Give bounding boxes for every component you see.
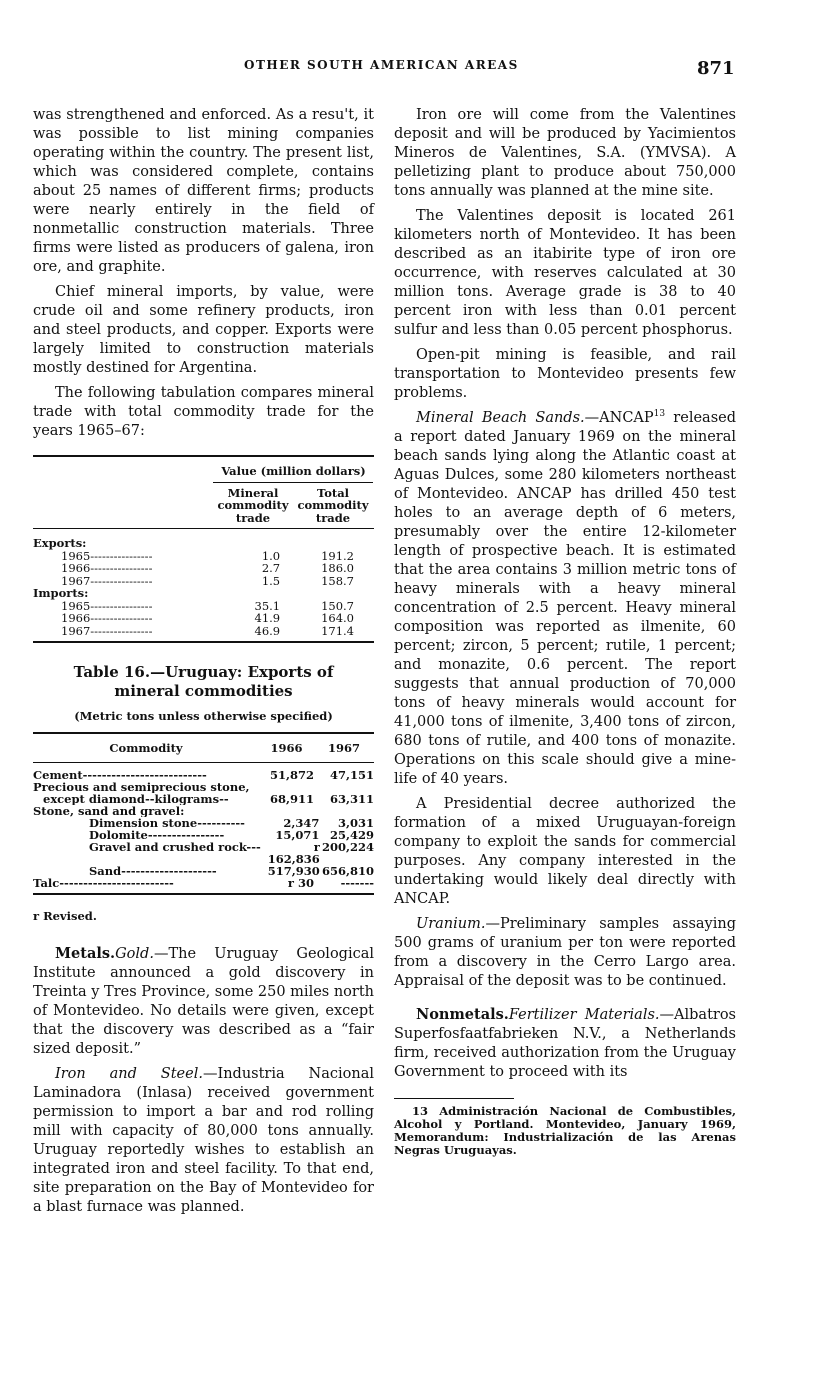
year: 1965 xyxy=(61,549,91,562)
mineral-value: 2.7 xyxy=(261,561,281,575)
footnote-ref: 13 xyxy=(653,409,666,420)
mineral-value: 46.9 xyxy=(254,623,281,638)
table-row: except diamond--kilograms-- 68,911 63,311 xyxy=(43,792,374,806)
footnote: 13 Administración Nacional de Combustibles, Alcohol y Portland. Montevideo, January 1969, Memorandum: Industrialización de las Arenas Negras Uruguayas. xyxy=(394,1104,736,1157)
table-row: Sand-------------------- 517,930 656,810 xyxy=(89,864,374,878)
paragraph: The following tabulation compares mineral trade with total commodity trade for the years 1965–67: xyxy=(33,385,374,439)
total-value: 150.7 xyxy=(321,598,355,613)
page-number: 871 xyxy=(697,58,735,79)
year: 1966 xyxy=(61,562,91,575)
mineral-value: 1.0 xyxy=(261,548,281,563)
paragraph: Metals.Gold.—The Uruguay Geological Institute announced a gold discovery in Treinta y Tres Province, some 250 miles north of Montevideo. No details were given, except that the discovery was described as a “fair sized deposit.” xyxy=(33,945,374,1057)
total-value: 186.0 xyxy=(321,561,355,575)
col-header: 1966 xyxy=(270,741,303,755)
table-row: Gravel and crushed rock--- r 162,836 200,224 xyxy=(89,840,374,866)
section-label: Exports: xyxy=(33,537,87,550)
tab-col-total: Total commodity trade xyxy=(297,485,369,525)
paragraph: Open-pit mining is feasible, and rail transportation to Montevideo presents few problems. xyxy=(394,347,736,401)
mineral-value: 35.1 xyxy=(254,598,281,613)
table-note: (Metric tons unless otherwise specified) xyxy=(74,709,333,723)
right-column xyxy=(394,106,736,1157)
table-row: Dolomite---------------- 15,071 25,429 xyxy=(89,828,374,842)
left-column xyxy=(33,106,374,1223)
paragraph: was strengthened and enforced. As a resu't, it was possible to list mining companies operating within the country. The present list, which was considered complete, contains about 25 names of different firms; products were nearly entirely in the field of nonmetallic construction materials. Three firms were listed as producers of galena, iron ore, and graphite. xyxy=(33,107,374,275)
mineral-value: 1.5 xyxy=(261,573,281,588)
paragraph: A Presidential decree authorized the formation of a mixed Uruguayan-foreign company to exploit the sands for commercial purposes. Any company interested in the undertaking would likely deal directly with ANCAP. xyxy=(394,796,736,907)
paragraph: The Valentines deposit is located 261 kilometers north of Montevideo. It has been described as an itabirite type of iron ore occurrence, with reserves calculated at 30 million tons. Average grade is 38 to 40 percent iron with less than 0.01 percent sulfur and less than 0.05 percent phosphorus. xyxy=(394,208,736,338)
trade-tabulation: Value (million dollars) Mineral commodity trade Total commodity trade Exports: 1965---------------- 1.0 191.2 1966---------------- 2.7 186.0 1967---------------- 1.5 158.7 Imports: 1965---------------- 35.1 150.7 1966---------------- 41.9 164.0 1967---------------- 46.9 171.4 xyxy=(33,455,374,643)
table-title: Table 16.—Uruguay: Exports of mineral commodities xyxy=(73,663,334,700)
running-head: OTHER SOUTH AMERICAN AREAS xyxy=(244,58,519,72)
table-row: Talc------------------------ r 30 ------- xyxy=(33,876,374,890)
footnote-divider xyxy=(394,1098,514,1099)
mineral-value: 41.9 xyxy=(254,611,281,625)
total-value: 164.0 xyxy=(321,611,355,625)
total-value: 158.7 xyxy=(321,573,355,588)
table-row: Stone, sand and gravel: xyxy=(33,805,185,817)
col-header: 1967 xyxy=(327,741,360,755)
year: 1967 xyxy=(61,574,91,587)
section-label: Imports: xyxy=(33,587,89,600)
table-row: Cement-------------------------- 51,872 47,151 xyxy=(33,768,374,782)
tab-group-header: Value (million dollars) xyxy=(221,464,366,478)
year: 1966 xyxy=(61,612,91,625)
table-footnote: r Revised. xyxy=(33,909,97,923)
total-value: 171.4 xyxy=(321,623,355,638)
col-header: Commodity xyxy=(109,741,183,755)
year: 1967 xyxy=(61,624,91,637)
paragraph: Iron ore will come from the Valentines deposit and will be produced by Yacimientos Mineros de Valentines, S.A. (YMVSA). A pelletizing plant to produce about 750,000 tons annually was planned at the mine site. xyxy=(394,107,736,199)
paragraph: Uranium.—Preliminary samples assaying 500 grams of uranium per ton were reported from a discovery in the Cerro Largo area. Appraisal of the deposit was to be continued. xyxy=(394,916,736,989)
paragraph: Chief mineral imports, by value, were crude oil and some refinery products, iron and steel products, and copper. Exports were largely limited to construction materials mostly destined for Argentina. xyxy=(33,284,374,376)
table-row: Precious and semiprecious stone, xyxy=(33,781,250,793)
paragraph: Mineral Beach Sands.—ANCAP$^{13}$ released a report dated January 1969 on the mineral beach sands lying along the Atlantic coast at Aguas Dulces, some 280 kilometers northeast of Montevideo. ANCAP has drilled 450 test holes to an average depth of 6 meters, presumably over the entire 12-kilometer length of prospective beach. It is estimated that the area contains 3 million metric tons of heavy minerals with a heavy mineral concentration of 2.5 percent. Heavy mineral composition was reported as ilmenite, 60 percent; zircon, 5 percent; rutile, 1 percent; and monazite, 0.6 percent. The report suggests that annual production of 70,000 tons of heavy minerals would account for 41,000 tons of ilmenite, 3,400 tons of zircon, 680 tons of rutile, and 400 tons of monazite. Operations on this scale should give a mine-life of 40 years. xyxy=(394,409,736,787)
paragraph: Iron and Steel.—Industria Nacional Laminadora (Inlasa) received government permission to import a bar and rod rolling mill with capacity of 80,000 tons annually. Uruguay reportedly wishes to establish an integrated iron and steel facility. To that end, site preparation on the Bay of Montevideo for a blast furnace was planned. xyxy=(33,1066,374,1215)
total-value: 191.2 xyxy=(321,548,355,563)
table-row: Dimension stone---------- 2,347 3,031 xyxy=(89,816,374,830)
tab-col-mineral: Mineral commodity trade xyxy=(217,485,289,525)
year: 1965 xyxy=(61,599,91,612)
exports-table xyxy=(33,732,374,895)
paragraph: Nonmetals.Fertilizer Materials.—Albatros Superfosfaatfabrieken N.V., a Netherlands firm, received authorization from the Uruguay Government to proceed with its xyxy=(394,1006,736,1080)
